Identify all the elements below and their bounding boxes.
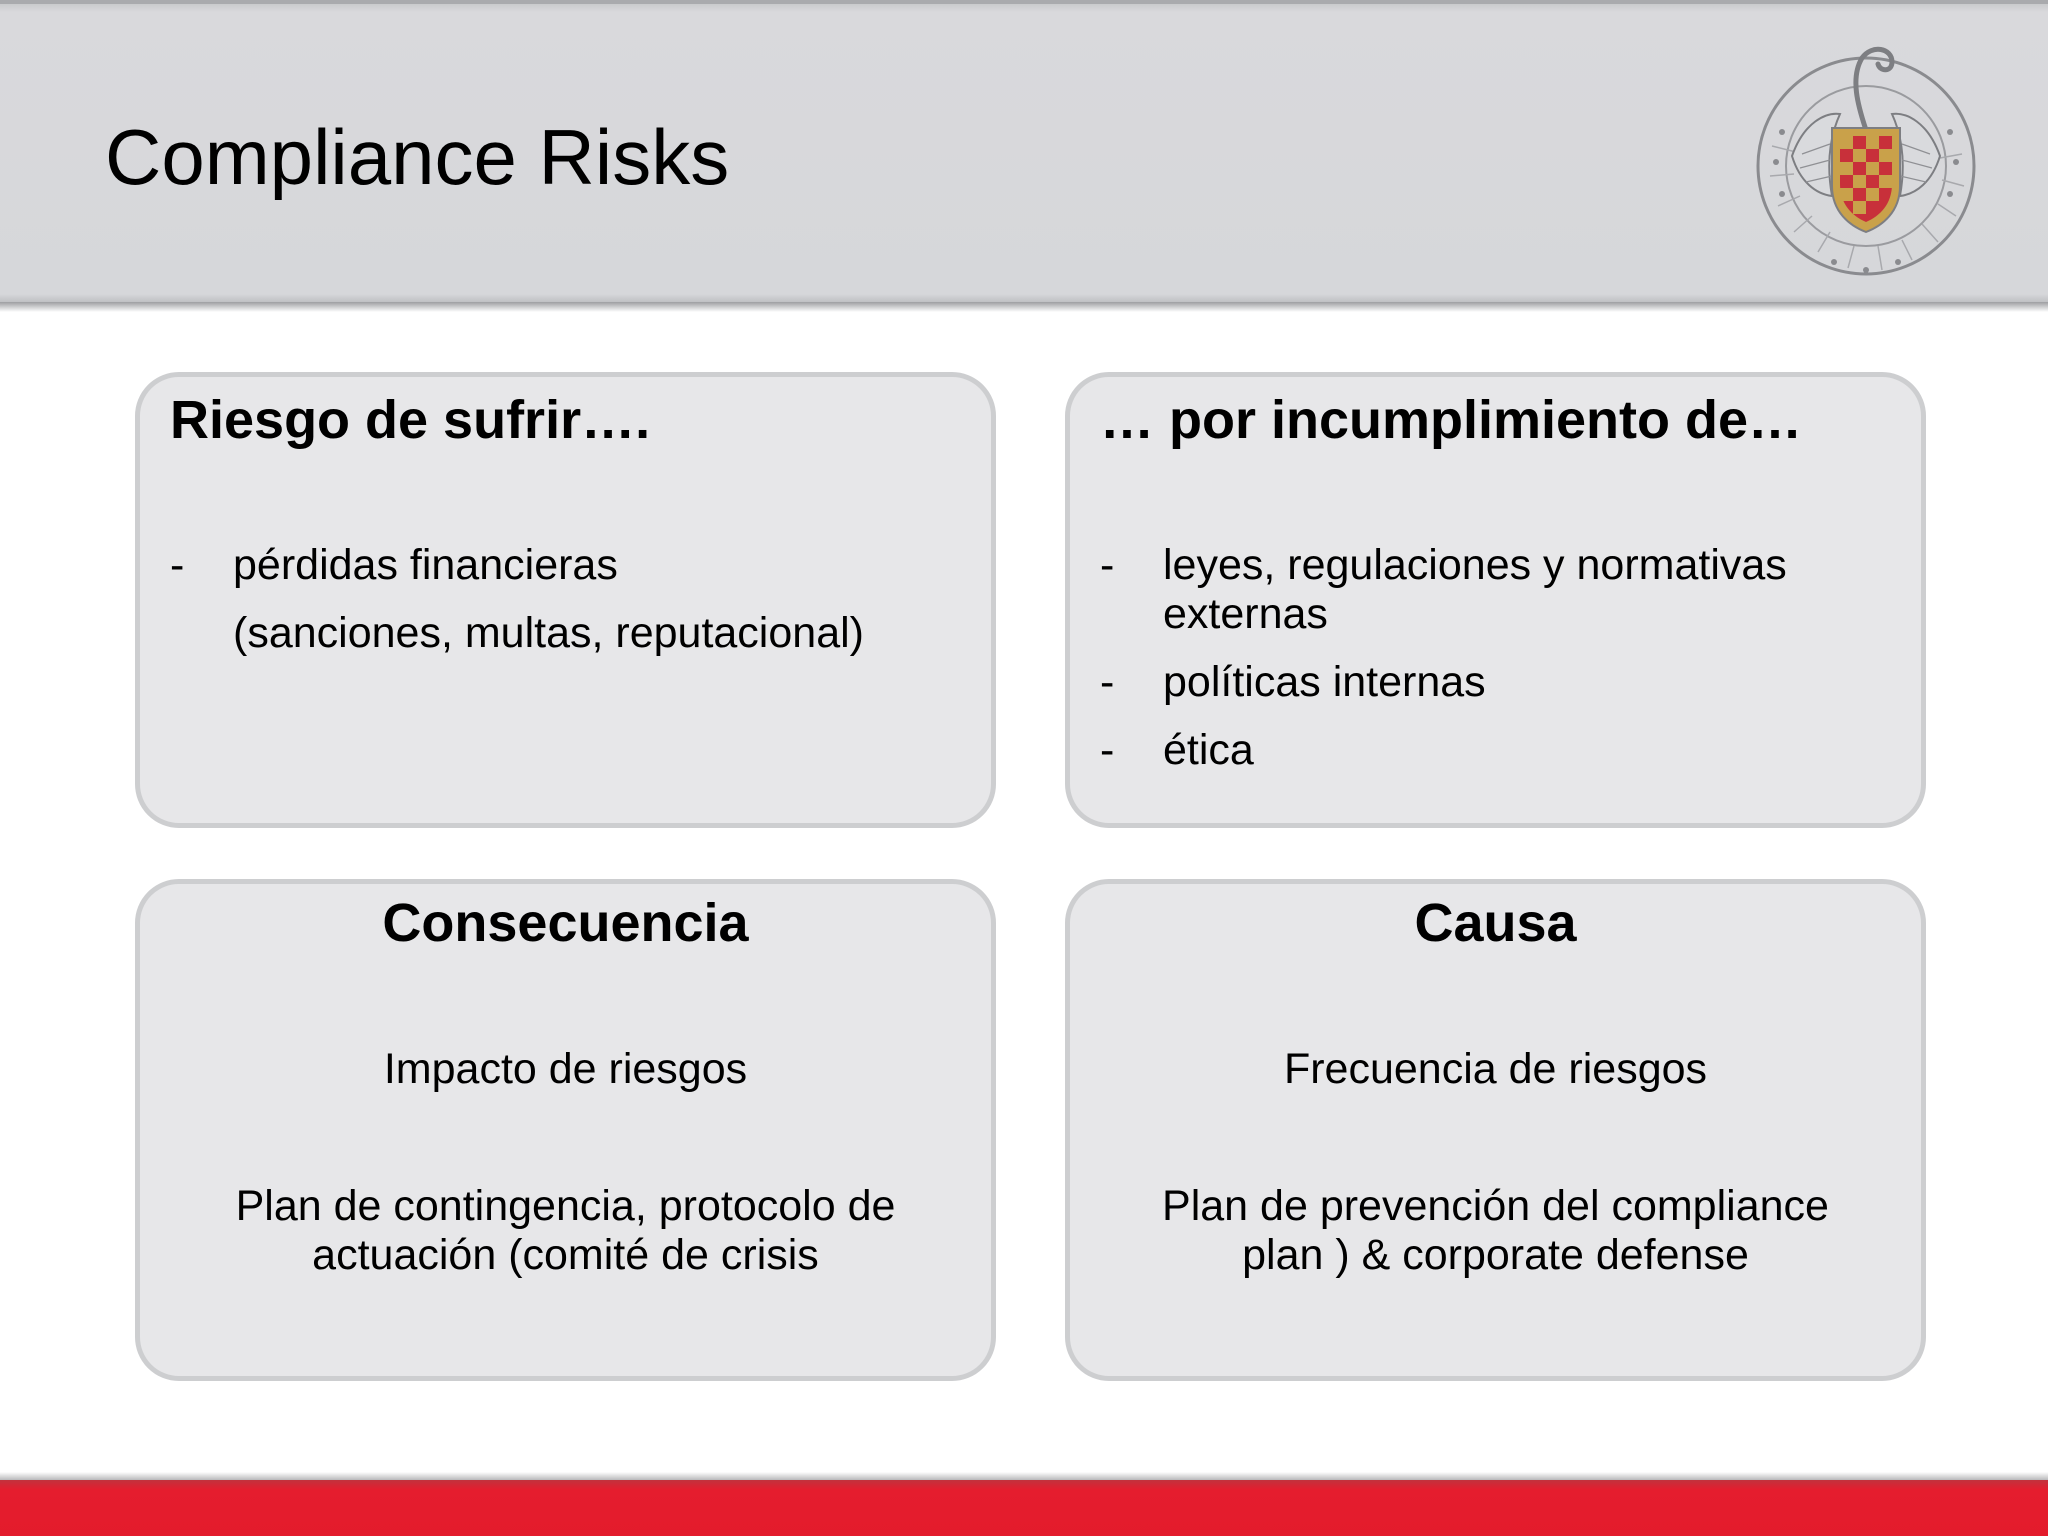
list-item [1100,541,1840,639]
header-shadow [0,302,2048,312]
consequence-card-title: Consecuencia [382,893,749,953]
cause-plan: Plan de prevención del compliance plan ) & corporate defense [1162,1182,1829,1279]
cause-card-title: Causa [1414,893,1577,953]
slide-header [0,0,2048,302]
breach-card-title: … por incumplimiento de… [1100,390,1803,450]
list-item-line: pérdidas financieras [233,541,618,589]
list-dash: - [1100,726,1115,774]
list-item-line: (sanciones, multas, reputacional) [233,609,864,657]
risk-card [135,372,996,828]
cause-card [1065,879,1926,1381]
page-title: Compliance Risks [105,113,730,201]
breach-list [1100,541,1840,775]
list-item [170,541,970,658]
university-seal-icon [1752,36,1980,288]
consequence-card [135,879,996,1381]
consequence-impact: Impacto de riesgos [383,1045,748,1093]
list-item-text: leyes, regulaciones y normativas externas [1163,541,1787,638]
risk-list [170,541,970,658]
footer-bar [0,1480,2048,1536]
list-item-text: ética [1163,726,1254,774]
list-dash: - [1100,658,1115,706]
list-item [1100,726,1840,775]
footer-shadow [0,1472,2048,1480]
breach-card [1065,372,1926,828]
list-item-text: políticas internas [1163,658,1486,706]
risk-card-title: Riesgo de sufrir…. [170,390,651,450]
consequence-plan: Plan de contingencia, protocolo de actuación (comité de crisis [235,1182,896,1279]
cause-frequency: Frecuencia de riesgos [1283,1045,1708,1093]
list-dash: - [170,541,185,589]
list-item [1100,658,1840,707]
list-dash: - [1100,541,1115,589]
